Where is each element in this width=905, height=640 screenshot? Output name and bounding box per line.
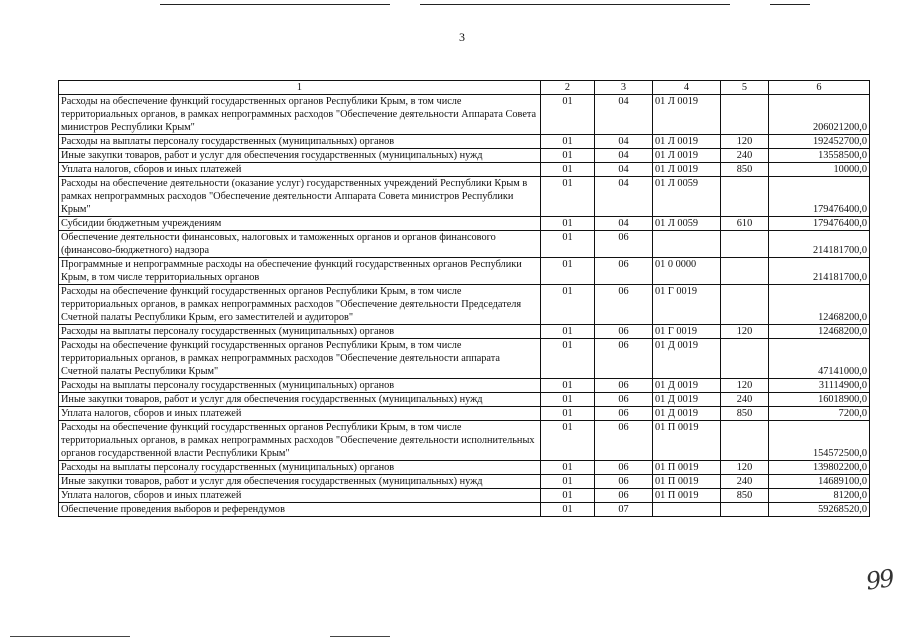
row-amount-cell: 31114900,0 <box>769 379 870 393</box>
table-row <box>59 285 870 325</box>
row-section-cell: 01 <box>541 489 595 503</box>
row-target-code-cell <box>653 231 721 258</box>
row-subsection-cell: 04 <box>595 163 653 177</box>
row-amount-cell: 13558500,0 <box>769 149 870 163</box>
row-expense-type-cell: 240 <box>721 393 769 407</box>
row-name-cell: Расходы на обеспечение функций государственных органов Республики Крым, в том числе территориальных органов, в рамках непрограммных расходов "Обеспечение деятельности исполнительных органов государственной власти Республики Крым" <box>59 421 541 461</box>
row-subsection-cell: 04 <box>595 135 653 149</box>
table-row <box>59 325 870 339</box>
row-amount-cell: 154572500,0 <box>769 421 870 461</box>
row-amount-cell: 214181700,0 <box>769 231 870 258</box>
row-amount-cell: 10000,0 <box>769 163 870 177</box>
budget-table <box>58 80 870 517</box>
table-row <box>59 95 870 135</box>
row-expense-type-cell <box>721 503 769 517</box>
row-amount-cell: 14689100,0 <box>769 475 870 489</box>
table-row <box>59 163 870 177</box>
row-subsection-cell: 04 <box>595 177 653 217</box>
row-subsection-cell: 04 <box>595 149 653 163</box>
row-name-cell: Иные закупки товаров, работ и услуг для обеспечения государственных (муниципальных) нужд <box>59 475 541 489</box>
row-section-cell: 01 <box>541 163 595 177</box>
row-amount-cell: 7200,0 <box>769 407 870 421</box>
header-cell: 1 <box>59 81 541 95</box>
row-name-cell: Уплата налогов, сборов и иных платежей <box>59 489 541 503</box>
row-amount-cell: 81200,0 <box>769 489 870 503</box>
row-section-cell: 01 <box>541 177 595 217</box>
table-row <box>59 489 870 503</box>
row-subsection-cell: 06 <box>595 407 653 421</box>
table-row <box>59 421 870 461</box>
table-row <box>59 503 870 517</box>
row-section-cell: 01 <box>541 231 595 258</box>
row-target-code-cell: 01 Л 0019 <box>653 135 721 149</box>
row-section-cell: 01 <box>541 149 595 163</box>
row-target-code-cell: 01 Д 0019 <box>653 339 721 379</box>
row-target-code-cell: 01 П 0019 <box>653 461 721 475</box>
row-subsection-cell: 06 <box>595 231 653 258</box>
row-expense-type-cell <box>721 285 769 325</box>
row-target-code-cell: 01 Д 0019 <box>653 407 721 421</box>
row-expense-type-cell <box>721 339 769 379</box>
row-target-code-cell <box>653 503 721 517</box>
row-amount-cell: 47141000,0 <box>769 339 870 379</box>
row-expense-type-cell: 120 <box>721 461 769 475</box>
bottom-edge-line <box>330 636 390 637</box>
row-expense-type-cell: 850 <box>721 163 769 177</box>
row-section-cell: 01 <box>541 339 595 379</box>
row-name-cell: Расходы на обеспечение деятельности (оказание услуг) государственных учреждений Республики Крым в рамках непрограммных расходов "Обеспечение деятельности Аппарата Совета министров Республики Крым" <box>59 177 541 217</box>
row-expense-type-cell <box>721 421 769 461</box>
row-target-code-cell: 01 П 0019 <box>653 421 721 461</box>
row-target-code-cell: 01 Л 0019 <box>653 95 721 135</box>
row-name-cell: Уплата налогов, сборов и иных платежей <box>59 163 541 177</box>
row-subsection-cell: 06 <box>595 461 653 475</box>
row-name-cell: Расходы на выплаты персоналу государственных (муниципальных) органов <box>59 461 541 475</box>
row-section-cell: 01 <box>541 475 595 489</box>
row-amount-cell: 59268520,0 <box>769 503 870 517</box>
header-cell: 2 <box>541 81 595 95</box>
row-amount-cell: 206021200,0 <box>769 95 870 135</box>
row-amount-cell: 179476400,0 <box>769 177 870 217</box>
row-section-cell: 01 <box>541 95 595 135</box>
table-body <box>59 95 870 517</box>
row-section-cell: 01 <box>541 407 595 421</box>
row-expense-type-cell <box>721 177 769 217</box>
row-section-cell: 01 <box>541 285 595 325</box>
row-name-cell: Обеспечение проведения выборов и референдумов <box>59 503 541 517</box>
top-edge-line <box>770 4 810 5</box>
row-section-cell: 01 <box>541 393 595 407</box>
row-target-code-cell: 01 Д 0019 <box>653 379 721 393</box>
row-name-cell: Расходы на выплаты персоналу государственных (муниципальных) органов <box>59 135 541 149</box>
row-name-cell: Иные закупки товаров, работ и услуг для обеспечения государственных (муниципальных) нужд <box>59 393 541 407</box>
row-target-code-cell: 01 П 0019 <box>653 489 721 503</box>
top-edge-line <box>420 4 730 5</box>
row-name-cell: Расходы на выплаты персоналу государственных (муниципальных) органов <box>59 325 541 339</box>
row-name-cell: Субсидии бюджетным учреждениям <box>59 217 541 231</box>
row-target-code-cell: 01 0 0000 <box>653 258 721 285</box>
row-expense-type-cell <box>721 231 769 258</box>
header-cell: 3 <box>595 81 653 95</box>
row-name-cell: Обеспечение деятельности финансовых, налоговых и таможенных органов и органов финансового (финансово-бюджетного) надзора <box>59 231 541 258</box>
table-row <box>59 461 870 475</box>
table-row <box>59 258 870 285</box>
row-expense-type-cell: 850 <box>721 489 769 503</box>
table-header-row <box>59 81 870 95</box>
row-name-cell: Расходы на обеспечение функций государственных органов Республики Крым, в том числе территориальных органов, в рамках непрограммных расходов "Обеспечение деятельности аппарата Счетной палаты Республики Крым" <box>59 339 541 379</box>
row-amount-cell: 179476400,0 <box>769 217 870 231</box>
row-subsection-cell: 04 <box>595 217 653 231</box>
header-cell: 5 <box>721 81 769 95</box>
bottom-edge-line <box>10 636 130 637</box>
row-section-cell: 01 <box>541 421 595 461</box>
handwritten-page-mark: 99 <box>864 564 895 596</box>
table-row <box>59 135 870 149</box>
top-edge-line <box>160 4 390 5</box>
table-row <box>59 177 870 217</box>
row-name-cell: Расходы на обеспечение функций государственных органов Республики Крым, в том числе территориальных органов, в рамках непрограммных расходов "Обеспечение деятельности Председателя Счетной палаты Республики Крым, его заместителей и аудиторов" <box>59 285 541 325</box>
row-name-cell: Иные закупки товаров, работ и услуг для обеспечения государственных (муниципальных) нужд <box>59 149 541 163</box>
row-amount-cell: 12468200,0 <box>769 325 870 339</box>
row-amount-cell: 192452700,0 <box>769 135 870 149</box>
row-expense-type-cell <box>721 95 769 135</box>
table-row <box>59 475 870 489</box>
row-subsection-cell: 06 <box>595 489 653 503</box>
table-row <box>59 407 870 421</box>
row-amount-cell: 12468200,0 <box>769 285 870 325</box>
row-name-cell: Расходы на выплаты персоналу государственных (муниципальных) органов <box>59 379 541 393</box>
row-target-code-cell: 01 Г 0019 <box>653 285 721 325</box>
row-target-code-cell: 01 Л 0019 <box>653 149 721 163</box>
row-name-cell: Расходы на обеспечение функций государственных органов Республики Крым, в том числе территориальных органов, в рамках непрограммных расходов "Обеспечение деятельности Аппарата Совета министров Республики Крым" <box>59 95 541 135</box>
row-subsection-cell: 06 <box>595 285 653 325</box>
row-target-code-cell: 01 Л 0059 <box>653 217 721 231</box>
row-expense-type-cell: 240 <box>721 475 769 489</box>
row-amount-cell: 214181700,0 <box>769 258 870 285</box>
row-subsection-cell: 04 <box>595 95 653 135</box>
row-section-cell: 01 <box>541 461 595 475</box>
row-expense-type-cell: 850 <box>721 407 769 421</box>
row-expense-type-cell: 120 <box>721 325 769 339</box>
row-amount-cell: 139802200,0 <box>769 461 870 475</box>
row-expense-type-cell: 240 <box>721 149 769 163</box>
row-section-cell: 01 <box>541 258 595 285</box>
row-target-code-cell: 01 Л 0019 <box>653 163 721 177</box>
row-subsection-cell: 06 <box>595 258 653 285</box>
table-row <box>59 379 870 393</box>
row-section-cell: 01 <box>541 325 595 339</box>
row-subsection-cell: 06 <box>595 379 653 393</box>
row-name-cell: Программные и непрограммные расходы на обеспечение функций государственных органов Республики Крым, в том числе территориальных органов <box>59 258 541 285</box>
row-subsection-cell: 06 <box>595 421 653 461</box>
row-subsection-cell: 06 <box>595 339 653 379</box>
row-expense-type-cell <box>721 258 769 285</box>
row-subsection-cell: 06 <box>595 325 653 339</box>
row-target-code-cell: 01 Л 0059 <box>653 177 721 217</box>
row-expense-type-cell: 120 <box>721 379 769 393</box>
table-row <box>59 149 870 163</box>
row-subsection-cell: 06 <box>595 393 653 407</box>
row-amount-cell: 16018900,0 <box>769 393 870 407</box>
row-expense-type-cell: 610 <box>721 217 769 231</box>
page-number: 3 <box>459 30 465 44</box>
row-target-code-cell: 01 П 0019 <box>653 475 721 489</box>
row-name-cell: Уплата налогов, сборов и иных платежей <box>59 407 541 421</box>
table-row <box>59 217 870 231</box>
row-subsection-cell: 06 <box>595 475 653 489</box>
table-row <box>59 393 870 407</box>
row-section-cell: 01 <box>541 379 595 393</box>
row-section-cell: 01 <box>541 503 595 517</box>
row-section-cell: 01 <box>541 135 595 149</box>
header-cell: 4 <box>653 81 721 95</box>
header-cell: 6 <box>769 81 870 95</box>
row-section-cell: 01 <box>541 217 595 231</box>
table-row <box>59 231 870 258</box>
table-row <box>59 339 870 379</box>
row-target-code-cell: 01 Г 0019 <box>653 325 721 339</box>
row-subsection-cell: 07 <box>595 503 653 517</box>
row-target-code-cell: 01 Д 0019 <box>653 393 721 407</box>
row-expense-type-cell: 120 <box>721 135 769 149</box>
